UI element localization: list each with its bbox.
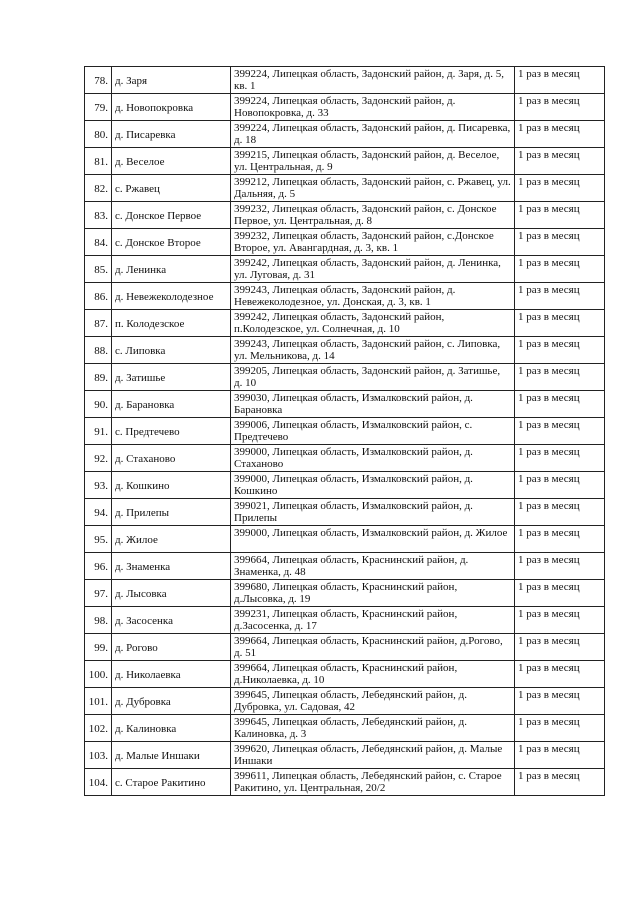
table-row — [85, 715, 605, 742]
address: 399231, Липецкая область, Краснинский район, д.Засосенка, д. 17 — [231, 607, 515, 634]
row-number: 99. — [85, 634, 112, 661]
table-row — [85, 94, 605, 121]
visit-frequency: 1 раз в месяц — [515, 310, 605, 337]
locality-name: д. Жилое — [112, 526, 231, 553]
address: 399232, Липецкая область, Задонский район, с. Донское Первое, ул. Центральная, д. 8 — [231, 202, 515, 229]
table-row — [85, 742, 605, 769]
table-row — [85, 148, 605, 175]
table-row — [85, 256, 605, 283]
row-number: 92. — [85, 445, 112, 472]
visit-frequency: 1 раз в месяц — [515, 94, 605, 121]
row-number: 93. — [85, 472, 112, 499]
table-row — [85, 418, 605, 445]
address: 399215, Липецкая область, Задонский район, д. Веселое, ул. Центральная, д. 9 — [231, 148, 515, 175]
table-row — [85, 337, 605, 364]
visit-frequency: 1 раз в месяц — [515, 553, 605, 580]
table-row — [85, 175, 605, 202]
row-number: 81. — [85, 148, 112, 175]
table-row — [85, 445, 605, 472]
locality-name: д. Ленинка — [112, 256, 231, 283]
row-number: 95. — [85, 526, 112, 553]
visit-frequency: 1 раз в месяц — [515, 67, 605, 94]
row-number: 100. — [85, 661, 112, 688]
locality-name: д. Невежеколодезное — [112, 283, 231, 310]
row-number: 103. — [85, 742, 112, 769]
address: 399664, Липецкая область, Краснинский район, д. Знаменка, д. 48 — [231, 553, 515, 580]
visit-frequency: 1 раз в месяц — [515, 418, 605, 445]
address: 399224, Липецкая область, Задонский район, д. Новопокровка, д. 33 — [231, 94, 515, 121]
table-row — [85, 661, 605, 688]
table-row — [85, 310, 605, 337]
row-number: 86. — [85, 283, 112, 310]
visit-frequency: 1 раз в месяц — [515, 148, 605, 175]
table-row — [85, 283, 605, 310]
row-number: 85. — [85, 256, 112, 283]
row-number: 80. — [85, 121, 112, 148]
locality-name: д. Стаханово — [112, 445, 231, 472]
locality-name: д. Писаревка — [112, 121, 231, 148]
table-row — [85, 364, 605, 391]
table-row — [85, 688, 605, 715]
address: 399242, Липецкая область, Задонский район, д. Ленинка, ул. Луговая, д. 31 — [231, 256, 515, 283]
visit-frequency: 1 раз в месяц — [515, 634, 605, 661]
locality-name: д. Барановка — [112, 391, 231, 418]
address: 399243, Липецкая область, Задонский район, д. Невежеколодезное, ул. Донская, д. 3, кв. 1 — [231, 283, 515, 310]
locality-name: д. Засосенка — [112, 607, 231, 634]
visit-frequency: 1 раз в месяц — [515, 256, 605, 283]
locality-name: с. Липовка — [112, 337, 231, 364]
visit-frequency: 1 раз в месяц — [515, 229, 605, 256]
address: 399205, Липецкая область, Задонский район, д. Затишье, д. 10 — [231, 364, 515, 391]
locality-name: д. Дубровка — [112, 688, 231, 715]
address: 399645, Липецкая область, Лебедянский район, д. Дубровка, ул. Садовая, 42 — [231, 688, 515, 715]
table-row — [85, 391, 605, 418]
locality-name: д. Знаменка — [112, 553, 231, 580]
row-number: 102. — [85, 715, 112, 742]
locality-name: с. Ржавец — [112, 175, 231, 202]
locality-name: д. Малые Иншаки — [112, 742, 231, 769]
locality-name: с. Донское Второе — [112, 229, 231, 256]
row-number: 104. — [85, 769, 112, 796]
table-row — [85, 553, 605, 580]
address: 399006, Липецкая область, Измалковский район, с. Предтечево — [231, 418, 515, 445]
visit-frequency: 1 раз в месяц — [515, 661, 605, 688]
address: 399664, Липецкая область, Краснинский район, д.Рогово, д. 51 — [231, 634, 515, 661]
row-number: 101. — [85, 688, 112, 715]
visit-frequency: 1 раз в месяц — [515, 715, 605, 742]
address: 399000, Липецкая область, Измалковский район, д. Кошкино — [231, 472, 515, 499]
visit-frequency: 1 раз в месяц — [515, 121, 605, 148]
address: 399000, Липецкая область, Измалковский район, д. Стаханово — [231, 445, 515, 472]
address: 399645, Липецкая область, Лебедянский район, д. Калиновка, д. 3 — [231, 715, 515, 742]
address: 399224, Липецкая область, Задонский район, д. Заря, д. 5, кв. 1 — [231, 67, 515, 94]
row-number: 84. — [85, 229, 112, 256]
address: 399212, Липецкая область, Задонский район, с. Ржавец, ул. Дальняя, д. 5 — [231, 175, 515, 202]
address: 399620, Липецкая область, Лебедянский район, д. Малые Иншаки — [231, 742, 515, 769]
address: 399030, Липецкая область, Измалковский район, д. Барановка — [231, 391, 515, 418]
table-row — [85, 634, 605, 661]
address: 399021, Липецкая область, Измалковский район, д. Прилепы — [231, 499, 515, 526]
locality-name: п. Колодезское — [112, 310, 231, 337]
visit-frequency: 1 раз в месяц — [515, 445, 605, 472]
address: 399000, Липецкая область, Измалковский район, д. Жилое — [231, 526, 515, 553]
table-row — [85, 526, 605, 553]
table-row — [85, 229, 605, 256]
row-number: 91. — [85, 418, 112, 445]
locality-name: д. Прилепы — [112, 499, 231, 526]
row-number: 79. — [85, 94, 112, 121]
locality-name: д. Заря — [112, 67, 231, 94]
address: 399664, Липецкая область, Краснинский район, д.Николаевка, д. 10 — [231, 661, 515, 688]
locality-name: д. Веселое — [112, 148, 231, 175]
visit-frequency: 1 раз в месяц — [515, 688, 605, 715]
visit-frequency: 1 раз в месяц — [515, 283, 605, 310]
locality-name: д. Лысовка — [112, 580, 231, 607]
locality-name: д. Николаевка — [112, 661, 231, 688]
visit-frequency: 1 раз в месяц — [515, 499, 605, 526]
locality-name: д. Рогово — [112, 634, 231, 661]
table-body — [85, 67, 605, 796]
row-number: 97. — [85, 580, 112, 607]
visit-frequency: 1 раз в месяц — [515, 391, 605, 418]
locality-name: с. Старое Ракитино — [112, 769, 231, 796]
visit-frequency: 1 раз в месяц — [515, 175, 605, 202]
visit-frequency: 1 раз в месяц — [515, 607, 605, 634]
address: 399611, Липецкая область, Лебедянский район, с. Старое Ракитино, ул. Центральная, 20/2 — [231, 769, 515, 796]
address: 399243, Липецкая область, Задонский район, с. Липовка, ул. Мельникова, д. 14 — [231, 337, 515, 364]
table-row — [85, 607, 605, 634]
address: 399232, Липецкая область, Задонский район, с.Донское Второе, ул. Авангардная, д. 3, кв. 1 — [231, 229, 515, 256]
row-number: 94. — [85, 499, 112, 526]
locations-table — [84, 66, 605, 796]
visit-frequency: 1 раз в месяц — [515, 364, 605, 391]
table-row — [85, 580, 605, 607]
table-row — [85, 67, 605, 94]
row-number: 83. — [85, 202, 112, 229]
locality-name: д. Затишье — [112, 364, 231, 391]
visit-frequency: 1 раз в месяц — [515, 580, 605, 607]
table-row — [85, 121, 605, 148]
locality-name: д. Калиновка — [112, 715, 231, 742]
visit-frequency: 1 раз в месяц — [515, 337, 605, 364]
address: 399224, Липецкая область, Задонский район, д. Писаревка, д. 18 — [231, 121, 515, 148]
row-number: 98. — [85, 607, 112, 634]
address: 399242, Липецкая область, Задонский район, п.Колодезское, ул. Солнечная, д. 10 — [231, 310, 515, 337]
row-number: 87. — [85, 310, 112, 337]
address: 399680, Липецкая область, Краснинский район, д.Лысовка, д. 19 — [231, 580, 515, 607]
visit-frequency: 1 раз в месяц — [515, 769, 605, 796]
visit-frequency: 1 раз в месяц — [515, 472, 605, 499]
locality-name: д. Новопокровка — [112, 94, 231, 121]
visit-frequency: 1 раз в месяц — [515, 202, 605, 229]
table-row — [85, 769, 605, 796]
row-number: 89. — [85, 364, 112, 391]
table-row — [85, 202, 605, 229]
locality-name: с. Донское Первое — [112, 202, 231, 229]
visit-frequency: 1 раз в месяц — [515, 742, 605, 769]
row-number: 82. — [85, 175, 112, 202]
row-number: 96. — [85, 553, 112, 580]
table-row — [85, 499, 605, 526]
locality-name: с. Предтечево — [112, 418, 231, 445]
row-number: 88. — [85, 337, 112, 364]
table-row — [85, 472, 605, 499]
visit-frequency: 1 раз в месяц — [515, 526, 605, 553]
row-number: 90. — [85, 391, 112, 418]
locality-name: д. Кошкино — [112, 472, 231, 499]
row-number: 78. — [85, 67, 112, 94]
